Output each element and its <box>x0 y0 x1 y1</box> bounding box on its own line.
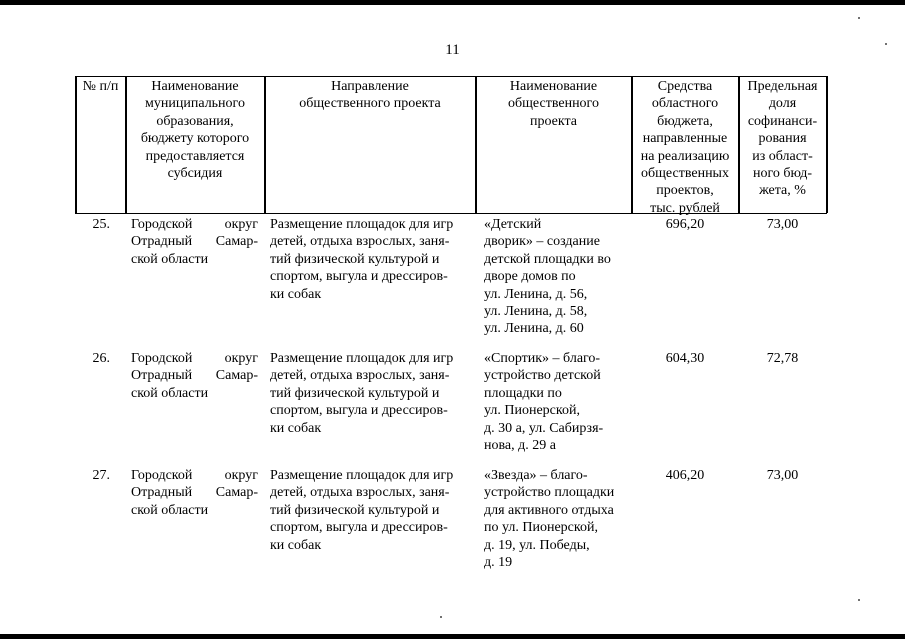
row-number: 26. <box>92 351 110 366</box>
row-project: «Звезда» – благо- устройство площадки для активного отдыха по ул. Пионерской, д. 19, ул. Победы, д. 19 <box>484 468 615 571</box>
row-project: «Детский дворик» – создание детской площадки во дворе домов по ул. Ленина, д. 56, ул. Ленина, д. 58, ул. Ленина, д. 60 <box>484 217 611 337</box>
row-number: 27. <box>92 468 110 483</box>
header-cell-number: № п/п <box>82 79 119 94</box>
row-municipality: Городской округ Отрадный Самар- ской области <box>131 468 258 518</box>
row-direction: Размещение площадок для игр детей, отдыха взрослых, заня- тий физической культурой и спортом, выгула и дрессиров- ки собак <box>270 468 454 553</box>
row-share: 72,78 <box>766 351 799 366</box>
scan-speck <box>858 17 860 19</box>
header-cell-municipality: Наименование муниципального образования, бюджету которого предоставляется субсидия <box>140 79 250 182</box>
row-funds: 604,30 <box>665 351 705 366</box>
header-divider <box>826 76 828 213</box>
row-municipality: Городской округ Отрадный Самар- ской области <box>131 351 258 401</box>
row-funds: 406,20 <box>665 468 705 483</box>
top-border <box>0 0 905 5</box>
scan-speck <box>440 616 442 618</box>
header-cell-project: Наименование общественного проекта <box>508 79 599 129</box>
row-share: 73,00 <box>766 217 799 232</box>
page-number: 11 <box>445 42 460 58</box>
header-cell-direction: Направление общественного проекта <box>299 79 441 112</box>
row-project: «Спортик» – благо- устройство детской площадки по ул. Пионерской, д. 30 а, ул. Сабирзя- нова, д. 29 а <box>484 351 604 454</box>
row-funds: 696,20 <box>665 217 705 232</box>
header-cell-share: Предельная доля софинанси- рования из област- ного бюд- жета, % <box>747 79 818 199</box>
header-divider <box>75 76 77 213</box>
header-cell-funds: Средства областного бюджета, направленные на реализацию общественных проектов, тыс. рублей <box>640 79 730 216</box>
row-direction: Размещение площадок для игр детей, отдыха взрослых, заня- тий физической культурой и спортом, выгула и дрессиров- ки собак <box>270 351 454 436</box>
scan-speck <box>858 599 860 601</box>
bottom-border <box>0 634 905 639</box>
row-number: 25. <box>92 217 110 232</box>
row-direction: Размещение площадок для игр детей, отдыха взрослых, заня- тий физической культурой и спортом, выгула и дрессиров- ки собак <box>270 217 454 302</box>
row-municipality: Городской округ Отрадный Самар- ской области <box>131 217 258 267</box>
row-share: 73,00 <box>766 468 799 483</box>
